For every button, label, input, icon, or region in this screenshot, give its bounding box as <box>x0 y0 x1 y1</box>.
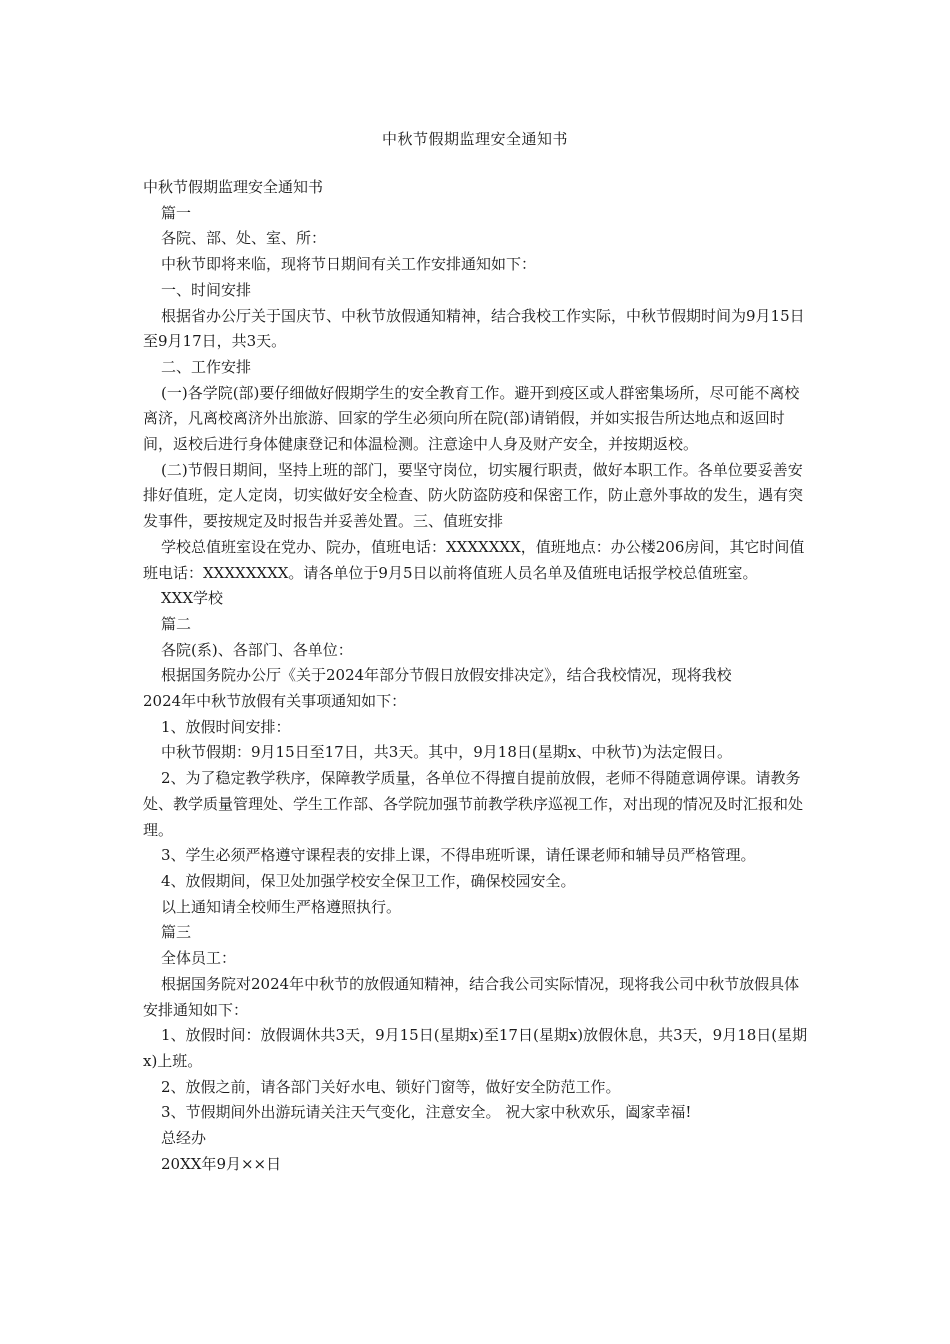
document-body <box>143 175 809 1177</box>
paragraph: 以上通知请全校师生严格遵照执行。 <box>161 897 402 916</box>
signature: XXX学校 <box>161 589 224 608</box>
list-item: 3、学生必须严格遵守课程表的安排上课，不得串班听课，请任课老师和辅导员严格管理。 <box>161 846 756 865</box>
paragraph: (二)节假日期间，坚持上班的部门，要坚守岗位，切实履行职责，做好本职工作。各单位要妥善安排好值班，定人定岗，切实做好安全检查、防火防盗防疫和保密工作，防止意外事故的发生，遇有突发事件，要按规定及时报告并妥善处置。三、值班安排 <box>143 460 804 531</box>
salutation: 各院、部、处、室、所： <box>161 229 327 248</box>
section-label-2: 篇二 <box>161 614 192 633</box>
paragraph: 根据国务院办公厅《关于2024年部分节假日放假安排决定》，结合我校情况，现将我校 <box>161 666 732 685</box>
section-label-3: 篇三 <box>161 923 192 942</box>
document-title: 中秋节假期监理安全通知书 <box>381 130 568 148</box>
body-heading: 中秋节假期监理安全通知书 <box>143 178 324 196</box>
list-item: 3、节假期间外出游玩请关注天气变化，注意安全。 祝大家中秋欢乐，阖家幸福! <box>161 1103 692 1122</box>
paragraph: 中秋节即将来临，现将节日期间有关工作安排通知如下： <box>161 255 537 274</box>
section-label-1: 篇一 <box>161 203 192 222</box>
salutation: 各院(系)、各部门、各单位： <box>161 640 353 659</box>
salutation: 全体员工： <box>161 949 237 968</box>
list-item: 2、为了稳定教学秩序，保障教学质量，各单位不得擅自提前放假，老师不得随意调停课。请教务处、教学质量管理处、学生工作部、各学院加强节前教学秩序巡视工作，对出现的情况及时汇报和处理。 <box>143 769 804 839</box>
signature: 总经办 <box>161 1129 207 1148</box>
subheading: 一、时间安排 <box>161 280 252 299</box>
paragraph: 中秋节假期：9月15日至17日，共3天。其中，9月18日(星期x、中秋节)为法定假日。 <box>161 743 733 762</box>
paragraph-continuation: 2024年中秋节放假有关事项通知如下： <box>143 692 407 711</box>
paragraph: 根据国务院对2024年中秋节的放假通知精神，结合我公司实际情况，现将我公司中秋节放假具体安排通知如下： <box>143 974 800 1019</box>
paragraph: 根据省办公厅关于国庆节、中秋节放假通知精神，结合我校工作实际，中秋节假期时间为9月15日至9月17日，共3天。 <box>143 306 805 351</box>
list-item: 2、放假之前，请各部门关好水电、锁好门窗等，做好安全防范工作。 <box>161 1077 621 1096</box>
subheading: 二、工作安排 <box>161 357 252 376</box>
date: 20XX年9月××日 <box>161 1154 282 1173</box>
paragraph: 学校总值班室设在党办、院办，值班电话：XXXXXXX，值班地点：办公楼206房间，其它时间值班电话：XXXXXXXX。请各单位于9月5日以前将值班人员名单及值班电话报学校总值班室。 <box>143 537 805 582</box>
list-item: 1、放假时间：放假调休共3天，9月15日(星期x)至17日(星期x)放假休息，共3天，9月18日(星期x)上班。 <box>143 1026 808 1070</box>
list-item: 1、放假时间安排： <box>161 717 291 736</box>
list-item: 4、放假期间，保卫处加强学校安全保卫工作，确保校园安全。 <box>161 871 576 890</box>
paragraph: (一)各学院(部)要仔细做好假期学生的安全教育工作。避开到疫区或人群密集场所，尽可能不离校离济，凡离校离济外出旅游、回家的学生必须向所在院(部)请销假，并如实报告所达地点和返回时间，返校后进行身体健康登记和体温检测。注意途中人身及财产安全，并按期返校。 <box>143 383 800 454</box>
